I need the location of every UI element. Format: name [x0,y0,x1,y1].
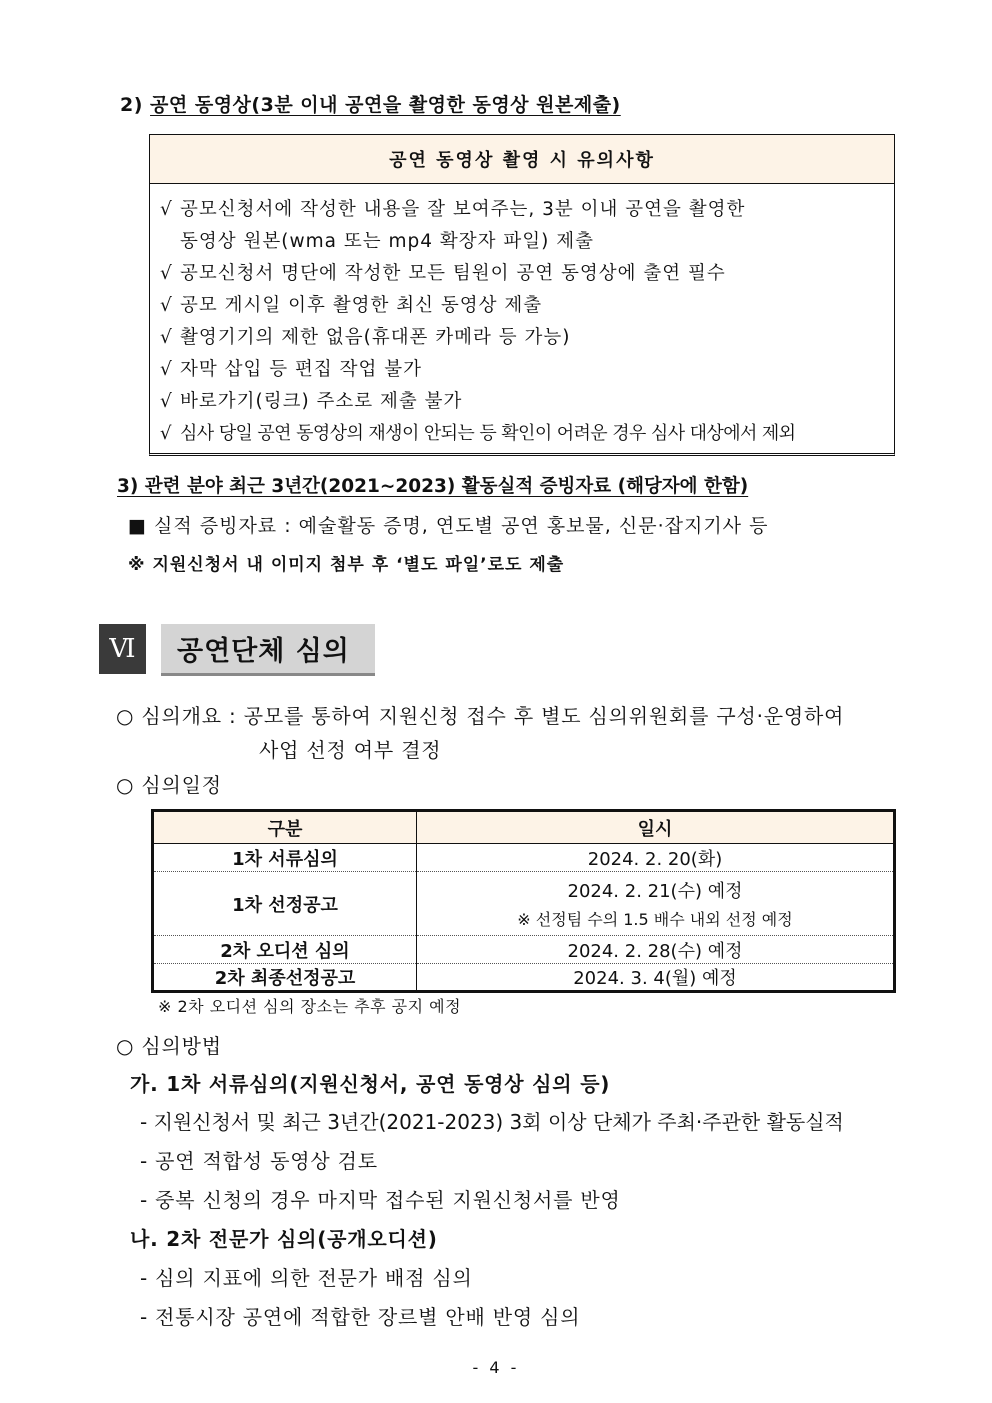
check-icon: √ [160,263,173,284]
method-b-item: - 심의 지표에 의한 전문가 배점 심의 [140,1266,473,1290]
notice-item [160,322,886,354]
row-date: 2024. 2. 20(화) [417,844,895,872]
check-icon: √ [160,391,173,412]
method-label: ○ 심의방법 [116,1034,222,1058]
section-2-heading [120,90,621,117]
evidence-note: ※ 지원신청서 내 이미지 첨부 후 ‘별도 파일’로도 제출 [128,555,565,575]
notice-item-text: 공모신청서에 작성한 내용을 잘 보여주는, 3분 이내 공연을 촬영한 [180,199,746,220]
notice-item [160,194,886,226]
table-header-row [153,811,895,844]
header-category: 구분 [153,811,417,844]
table-row [153,936,895,964]
check-icon: √ [160,423,171,444]
notice-item-text: 공모 게시일 이후 촬영한 최신 동영상 제출 [180,295,543,316]
row-name: 2차 오디션 심의 [153,936,417,964]
table-row [153,844,895,872]
notice-item-text: 자막 삽입 등 편집 작업 불가 [180,359,422,380]
notice-list [150,184,894,450]
header-date: 일시 [417,811,895,844]
notice-item [160,354,886,386]
row-name: 1차 선정공고 [153,872,417,936]
row-note: ※ 선정팀 수의 1.5 배수 내외 선정 예정 [517,910,793,929]
method-b-item: - 전통시장 공연에 적합한 장르별 안배 반영 심의 [140,1305,581,1329]
check-icon: √ [160,359,173,380]
schedule-label: ○ 심의일정 [116,773,222,797]
row-date: 2024. 3. 4(월) 예정 [417,964,895,992]
method-a-item: - 공연 적합성 동영상 검토 [140,1149,378,1173]
row-name: 1차 서류심의 [153,844,417,872]
chapter-title: 공연단체 심의 [161,624,375,676]
overview-line [116,700,844,729]
schedule-footnote: ※ 2차 오디션 심의 장소는 추후 공지 예정 [158,997,462,1016]
notice-item [160,290,886,322]
row-date-cell [417,872,895,936]
notice-item-continuation [160,226,886,258]
section-3-heading: 3) 관련 분야 최근 3년간(2021~2023) 활동실적 증빙자료 (해당자에 한함) [117,476,749,497]
section-2-title: 공연 동영상(3분 이내 공연을 촬영한 동영상 원본제출) [150,94,621,116]
table-row [153,964,895,992]
page-number: - 4 - [472,1358,520,1377]
method-a-title: 가. 1차 서류심의(지원신청서, 공연 동영상 심의 등) [130,1072,611,1096]
overview-text-2: 사업 선정 여부 결정 [259,738,442,762]
row-date: 2024. 2. 28(수) 예정 [417,936,895,964]
method-a-item: - 중복 신청의 경우 마지막 접수된 지원신청서를 반영 [140,1188,621,1212]
notice-item [160,258,886,290]
table-row [153,872,895,936]
check-icon: √ [160,295,173,316]
row-date: 2024. 2. 21(수) 예정 [567,881,743,902]
row-name: 2차 최종선정공고 [153,964,417,992]
notice-box [149,134,895,456]
notice-item [160,418,886,450]
notice-item-text: 공모신청서 명단에 작성한 모든 팀원이 공연 동영상에 출연 필수 [180,263,726,284]
schedule-table [151,809,896,993]
notice-box-title: 공연 동영상 촬영 시 유의사항 [150,135,894,184]
evidence-bullet: ■ 실적 증빙자료 : 예술활동 증명, 연도별 공연 홍보물, 신문·잡지기사 등 [128,515,769,537]
notice-item [160,386,886,418]
check-icon: √ [160,327,173,348]
check-icon: √ [160,199,173,220]
chapter-number: Ⅵ [99,624,146,674]
overview-text: 공모를 통하여 지원신청 접수 후 별도 심의위원회를 구성·운영하여 [243,704,845,728]
method-a-item: - 지원신청서 및 최근 3년간(2021-2023) 3회 이상 단체가 주최·주관한 활동실적 [140,1110,844,1134]
overview-label: ○ 심의개요 : [116,704,244,728]
notice-item-text: 동영상 원본(wma 또는 mp4 확장자 파일) 제출 [180,231,594,252]
notice-item-text: 심사 당일 공연 동영상의 재생이 안되는 등 확인이 어려운 경우 심사 대상에서 제외 [180,423,796,444]
method-b-title: 나. 2차 전문가 심의(공개오디션) [130,1227,438,1251]
notice-item-text: 바로가기(링크) 주소로 제출 불가 [180,391,463,412]
section-2-number: 2) [120,94,143,116]
notice-item-text: 촬영기기의 제한 없음(휴대폰 카메라 등 가능) [180,327,571,348]
